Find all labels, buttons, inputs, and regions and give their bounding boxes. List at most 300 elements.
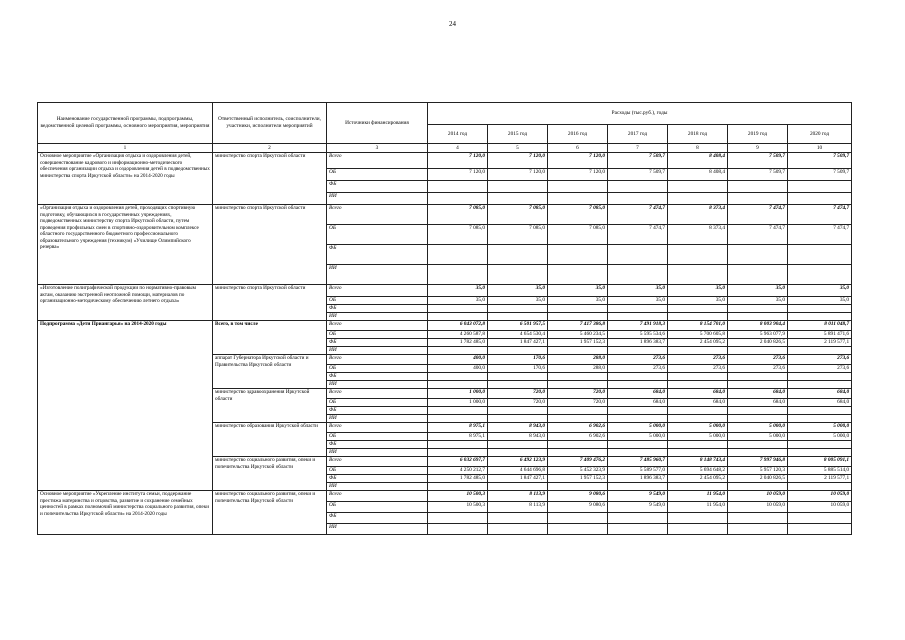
amount-cell: [668, 347, 728, 355]
activity-name-cell: Подпрограмма «Дети Приангарья» на 2014-2020 годы: [38, 321, 213, 491]
amount-cell: [728, 513, 788, 524]
amount-cell: 4 260 587,8: [428, 331, 488, 339]
amount-cell: 8 113,9: [488, 491, 548, 502]
amount-cell: 684,0: [608, 389, 668, 399]
amount-cell: [668, 381, 728, 389]
amount-cell: 720,0: [548, 389, 608, 399]
amount-cell: 7 085,0: [428, 205, 488, 225]
amount-cell: [548, 313, 608, 321]
header-year: 2019 год: [728, 125, 788, 144]
amount-cell: [608, 381, 668, 389]
amount-cell: 2 040 826,5: [728, 339, 788, 347]
executor-cell: министерство здравоохранения Иркутской области: [213, 389, 327, 423]
amount-cell: 5 694 648,2: [668, 467, 728, 475]
amount-cell: [488, 305, 548, 313]
column-number: 9: [728, 144, 788, 153]
amount-cell: 6 501 957,5: [488, 321, 548, 331]
funding-source-cell: ОБ: [327, 433, 428, 441]
funding-source-cell: ИИ: [327, 313, 428, 321]
amount-cell: 8 113,9: [488, 502, 548, 513]
amount-cell: 7 085,0: [548, 225, 608, 245]
amount-cell: 5 000,0: [728, 433, 788, 441]
amount-cell: 1 847 427,1: [488, 339, 548, 347]
funding-source-cell: Всего: [327, 285, 428, 297]
amount-cell: 7 509,7: [788, 169, 852, 181]
amount-cell: [728, 193, 788, 205]
amount-cell: 6 032 697,7: [428, 457, 488, 467]
amount-cell: [428, 193, 488, 205]
funding-source-cell: ФБ: [327, 513, 428, 524]
amount-cell: 10 059,0: [728, 502, 788, 513]
amount-cell: 10 500,3: [428, 491, 488, 502]
header-executor: Ответственный исполнитель, соисполнители, участники, исполнители мероприятий: [213, 103, 327, 144]
funding-source-cell: Всего: [327, 321, 428, 331]
amount-cell: 7 485 960,7: [608, 457, 668, 467]
funding-source-cell: ФБ: [327, 373, 428, 381]
amount-cell: 5 891 471,6: [788, 331, 852, 339]
funding-source-cell: ФБ: [327, 245, 428, 265]
amount-cell: 8 148 743,4: [668, 457, 728, 467]
amount-cell: [728, 347, 788, 355]
header-year: 2015 год: [488, 125, 548, 144]
amount-cell: 170,6: [488, 365, 548, 373]
amount-cell: [608, 449, 668, 457]
amount-cell: [428, 373, 488, 381]
funding-source-cell: ОБ: [327, 399, 428, 407]
amount-cell: 7 120,0: [428, 153, 488, 169]
amount-cell: 35,0: [428, 285, 488, 297]
amount-cell: [788, 193, 852, 205]
amount-cell: 10 059,0: [728, 491, 788, 502]
executor-cell: министерство спорта Иркутской области: [213, 153, 327, 205]
amount-cell: 2 119 577,1: [788, 475, 852, 483]
table-row: [38, 321, 852, 331]
financing-table: [37, 102, 852, 535]
amount-cell: [608, 513, 668, 524]
amount-cell: [728, 265, 788, 285]
table-row: [38, 491, 852, 502]
amount-cell: 8 373,4: [668, 205, 728, 225]
amount-cell: 273,6: [608, 355, 668, 365]
amount-cell: [608, 373, 668, 381]
amount-cell: 720,0: [548, 399, 608, 407]
amount-cell: 7 085,0: [488, 225, 548, 245]
amount-cell: 8 943,0: [488, 423, 548, 433]
amount-cell: 7 085,0: [548, 205, 608, 225]
amount-cell: 10 500,3: [428, 502, 488, 513]
amount-cell: [668, 483, 728, 491]
amount-cell: 1 896 383,7: [608, 475, 668, 483]
amount-cell: [728, 449, 788, 457]
funding-source-cell: ИИ: [327, 347, 428, 355]
amount-cell: [608, 415, 668, 423]
amount-cell: 8 408,4: [668, 169, 728, 181]
amount-cell: [548, 265, 608, 285]
amount-cell: 2 454 095,2: [668, 339, 728, 347]
amount-cell: 7 491 918,3: [608, 321, 668, 331]
amount-cell: 2 040 826,5: [728, 475, 788, 483]
amount-cell: [668, 441, 728, 449]
amount-cell: [668, 513, 728, 524]
amount-cell: 6 043 072,8: [428, 321, 488, 331]
amount-cell: [788, 407, 852, 415]
amount-cell: [488, 441, 548, 449]
header-year: 2020 год: [788, 125, 852, 144]
amount-cell: [608, 305, 668, 313]
amount-cell: 5 000,0: [788, 433, 852, 441]
column-number: 4: [428, 144, 488, 153]
amount-cell: 35,0: [668, 297, 728, 305]
amount-cell: [788, 347, 852, 355]
amount-cell: 5 460 234,5: [548, 331, 608, 339]
amount-cell: [668, 373, 728, 381]
funding-source-cell: ФБ: [327, 441, 428, 449]
amount-cell: 1 000,0: [428, 399, 488, 407]
amount-cell: 400,0: [428, 365, 488, 373]
amount-cell: 1 000,0: [428, 389, 488, 399]
amount-cell: [488, 313, 548, 321]
amount-cell: 273,6: [788, 365, 852, 373]
amount-cell: 1 896 383,7: [608, 339, 668, 347]
amount-cell: 9 080,6: [548, 502, 608, 513]
column-number: 7: [608, 144, 668, 153]
executor-cell: министерство спорта Иркутской области: [213, 205, 327, 285]
funding-source-cell: Всего: [327, 491, 428, 502]
amount-cell: 5 885 514,0: [788, 467, 852, 475]
amount-cell: 35,0: [728, 285, 788, 297]
amount-cell: [488, 415, 548, 423]
amount-cell: 7 474,7: [788, 205, 852, 225]
amount-cell: [608, 245, 668, 265]
amount-cell: 288,0: [548, 355, 608, 365]
executor-cell: Всего, в том числе: [213, 321, 327, 355]
amount-cell: [428, 415, 488, 423]
amount-cell: 7 509,7: [728, 153, 788, 169]
amount-cell: [728, 373, 788, 381]
funding-source-cell: ИИ: [327, 193, 428, 205]
executor-cell: министерство образования Иркутской области: [213, 423, 327, 457]
amount-cell: 7 997 946,8: [728, 457, 788, 467]
amount-cell: 7 417 386,8: [548, 321, 608, 331]
funding-source-cell: ФБ: [327, 305, 428, 313]
amount-cell: 8 011 048,7: [788, 321, 852, 331]
amount-cell: [668, 181, 728, 193]
amount-cell: [788, 381, 852, 389]
amount-cell: 7 120,0: [548, 153, 608, 169]
amount-cell: 6 902,6: [548, 423, 608, 433]
header-year: 2017 год: [608, 125, 668, 144]
amount-cell: [668, 305, 728, 313]
amount-cell: [668, 407, 728, 415]
amount-cell: [548, 193, 608, 205]
amount-cell: [668, 449, 728, 457]
amount-cell: [788, 513, 852, 524]
header-expenses: Расходы (тыс.руб.), годы: [428, 103, 852, 125]
amount-cell: [608, 524, 668, 535]
amount-cell: 8 408,4: [668, 153, 728, 169]
amount-cell: [428, 181, 488, 193]
amount-cell: [728, 181, 788, 193]
amount-cell: [608, 313, 668, 321]
funding-source-cell: ИИ: [327, 524, 428, 535]
amount-cell: 5 000,0: [608, 423, 668, 433]
amount-cell: 2 119 577,1: [788, 339, 852, 347]
amount-cell: [428, 524, 488, 535]
amount-cell: 1 782 485,0: [428, 475, 488, 483]
funding-source-cell: ОБ: [327, 365, 428, 373]
funding-source-cell: ФБ: [327, 339, 428, 347]
amount-cell: 7 509,7: [608, 153, 668, 169]
funding-source-cell: ИИ: [327, 483, 428, 491]
amount-cell: 7 120,0: [428, 169, 488, 181]
amount-cell: [548, 407, 608, 415]
amount-cell: [608, 347, 668, 355]
amount-cell: [608, 181, 668, 193]
amount-cell: 4 654 530,4: [488, 331, 548, 339]
amount-cell: [728, 415, 788, 423]
funding-source-cell: Всего: [327, 423, 428, 433]
table-row: [38, 285, 852, 297]
amount-cell: 8 373,4: [668, 225, 728, 245]
amount-cell: 273,6: [668, 355, 728, 365]
amount-cell: 4 644 696,8: [488, 467, 548, 475]
amount-cell: 9 549,0: [608, 491, 668, 502]
activity-name-cell: «Организация отдыха и оздоровления детей, проходящих спортивную подготовку, обучающихся в государственных учреждениях, подведомственных министерству спорта Иркутской области, путем проведения профильных смен в спортивно-оздоровительном комплексе областного государственного бюджетного профессионального образовательного учреждения (техникум) «Училище Олимпийского резерва»: [38, 205, 213, 285]
table-row: [38, 205, 852, 225]
amount-cell: 9 080,6: [548, 491, 608, 502]
amount-cell: 7 474,7: [728, 225, 788, 245]
amount-cell: [488, 449, 548, 457]
executor-cell: министерство социального развития, опеки и попечительства Иркутской области: [213, 457, 327, 491]
activity-name-cell: Основное мероприятие «Организация отдыха и оздоровления детей, совершенствование кадрового и информационно-методического обеспечения организации отдыха и оздоровления детей в подведомственных министерства спорта Иркутской области» на 2014-2020 годы: [38, 153, 213, 205]
amount-cell: 11 954,0: [668, 502, 728, 513]
amount-cell: [488, 181, 548, 193]
funding-source-cell: ОБ: [327, 467, 428, 475]
amount-cell: 684,0: [788, 389, 852, 399]
amount-cell: 684,0: [788, 399, 852, 407]
amount-cell: 2 454 095,2: [668, 475, 728, 483]
header-name: Наименование государственной программы, подпрограммы, ведомственной целевой программы, основного мероприятия, мероприятия: [38, 103, 213, 144]
amount-cell: 5 000,0: [728, 423, 788, 433]
executor-cell: аппарат Губернатора Иркутской области и Правительства Иркутской области: [213, 355, 327, 389]
amount-cell: [428, 313, 488, 321]
amount-cell: [548, 415, 608, 423]
column-number: 8: [668, 144, 728, 153]
amount-cell: 273,6: [608, 365, 668, 373]
amount-cell: [428, 381, 488, 389]
amount-cell: 5 957 120,3: [728, 467, 788, 475]
amount-cell: 35,0: [788, 297, 852, 305]
amount-cell: [548, 347, 608, 355]
amount-cell: [488, 347, 548, 355]
amount-cell: 10 059,0: [788, 491, 852, 502]
funding-source-cell: ИИ: [327, 415, 428, 423]
amount-cell: [548, 483, 608, 491]
amount-cell: [788, 415, 852, 423]
amount-cell: 35,0: [548, 297, 608, 305]
activity-name-cell: «Изготовление полиграфической продукции по нормативно-правовым актам, оказанию экстренной неотложной помощи, материалов по организационно-методическому обеспечению летнего отдыха»: [38, 285, 213, 321]
funding-source-cell: ФБ: [327, 407, 428, 415]
amount-cell: [428, 483, 488, 491]
amount-cell: [788, 441, 852, 449]
amount-cell: 1 957 152,3: [548, 339, 608, 347]
funding-source-cell: ФБ: [327, 475, 428, 483]
amount-cell: [608, 483, 668, 491]
amount-cell: [728, 441, 788, 449]
amount-cell: 7 120,0: [488, 169, 548, 181]
amount-cell: [668, 265, 728, 285]
amount-cell: 9 549,0: [608, 502, 668, 513]
column-number: 6: [548, 144, 608, 153]
column-number: 10: [788, 144, 852, 153]
amount-cell: [548, 373, 608, 381]
executor-cell: министерство социального развития, опеки и попечительства Иркутской области: [213, 491, 327, 535]
amount-cell: [788, 181, 852, 193]
amount-cell: 7 509,7: [608, 169, 668, 181]
header-source: Источники финансирования: [327, 103, 428, 144]
amount-cell: [548, 524, 608, 535]
funding-source-cell: ИИ: [327, 449, 428, 457]
amount-cell: 5 000,0: [788, 423, 852, 433]
amount-cell: [668, 313, 728, 321]
amount-cell: 35,0: [728, 297, 788, 305]
amount-cell: 35,0: [668, 285, 728, 297]
amount-cell: 7 085,0: [488, 205, 548, 225]
amount-cell: 35,0: [608, 297, 668, 305]
funding-source-cell: ФБ: [327, 181, 428, 193]
amount-cell: 273,6: [728, 355, 788, 365]
amount-cell: 684,0: [728, 389, 788, 399]
amount-cell: 684,0: [668, 389, 728, 399]
amount-cell: 7 474,7: [608, 205, 668, 225]
amount-cell: 720,0: [488, 389, 548, 399]
amount-cell: [728, 313, 788, 321]
amount-cell: [788, 449, 852, 457]
amount-cell: 4 250 212,7: [428, 467, 488, 475]
amount-cell: [668, 524, 728, 535]
column-number: 5: [488, 144, 548, 153]
amount-cell: [728, 245, 788, 265]
amount-cell: 8 005 091,1: [788, 457, 852, 467]
amount-cell: [488, 193, 548, 205]
amount-cell: 8 003 904,4: [728, 321, 788, 331]
amount-cell: [668, 245, 728, 265]
header-year: 2016 год: [548, 125, 608, 144]
funding-source-cell: Всего: [327, 205, 428, 225]
amount-cell: 720,0: [488, 399, 548, 407]
amount-cell: 35,0: [428, 297, 488, 305]
funding-source-cell: ОБ: [327, 502, 428, 513]
amount-cell: 8 943,0: [488, 433, 548, 441]
amount-cell: [608, 265, 668, 285]
amount-cell: [608, 193, 668, 205]
amount-cell: 684,0: [608, 399, 668, 407]
amount-cell: [728, 524, 788, 535]
amount-cell: 273,6: [668, 365, 728, 373]
funding-source-cell: ОБ: [327, 297, 428, 305]
amount-cell: [608, 407, 668, 415]
amount-cell: [488, 265, 548, 285]
amount-cell: [548, 381, 608, 389]
amount-cell: 8 975,1: [428, 433, 488, 441]
table-body: [38, 153, 852, 535]
amount-cell: [728, 483, 788, 491]
amount-cell: 35,0: [548, 285, 608, 297]
amount-cell: 5 595 534,6: [608, 331, 668, 339]
amount-cell: 11 954,0: [668, 491, 728, 502]
amount-cell: 7 085,0: [428, 225, 488, 245]
amount-cell: [788, 313, 852, 321]
amount-cell: 35,0: [788, 285, 852, 297]
funding-source-cell: ОБ: [327, 169, 428, 181]
amount-cell: 5 000,0: [668, 433, 728, 441]
column-number: 3: [327, 144, 428, 153]
amount-cell: 5 452 323,9: [548, 467, 608, 475]
amount-cell: [488, 373, 548, 381]
amount-cell: 6 902,6: [548, 433, 608, 441]
amount-cell: 684,0: [668, 399, 728, 407]
amount-cell: [668, 415, 728, 423]
amount-cell: 684,0: [728, 399, 788, 407]
amount-cell: 6 492 123,9: [488, 457, 548, 467]
amount-cell: [668, 193, 728, 205]
amount-cell: [548, 449, 608, 457]
amount-cell: [548, 181, 608, 193]
amount-cell: 5 963 077,9: [728, 331, 788, 339]
amount-cell: [428, 407, 488, 415]
activity-name-cell: Основное мероприятие «Укрепление института семьи, поддержание престижа материнства и отцовства, развитие и сохранение семейных ценностей в рамках полномочий министерства социального развития, опеки и попечительства Иркутской области» на 2014-2020 годы: [38, 491, 213, 535]
amount-cell: 7 120,0: [548, 169, 608, 181]
amount-cell: [548, 441, 608, 449]
amount-cell: 5 589 577,0: [608, 467, 668, 475]
page-number: 24: [449, 20, 456, 28]
table-row: [38, 153, 852, 169]
amount-cell: 1 957 152,3: [548, 475, 608, 483]
amount-cell: [788, 483, 852, 491]
funding-source-cell: Всего: [327, 457, 428, 467]
amount-cell: 170,6: [488, 355, 548, 365]
amount-cell: [488, 245, 548, 265]
amount-cell: [788, 245, 852, 265]
amount-cell: 7 509,7: [788, 153, 852, 169]
amount-cell: [728, 305, 788, 313]
amount-cell: 8 154 701,0: [668, 321, 728, 331]
executor-cell: министерство спорта Иркутской области: [213, 285, 327, 321]
funding-source-cell: ИИ: [327, 265, 428, 285]
amount-cell: 5 700 605,8: [668, 331, 728, 339]
amount-cell: 5 000,0: [608, 433, 668, 441]
header-year: 2018 год: [668, 125, 728, 144]
amount-cell: [548, 305, 608, 313]
amount-cell: [488, 407, 548, 415]
amount-cell: [788, 305, 852, 313]
amount-cell: [428, 441, 488, 449]
amount-cell: [788, 265, 852, 285]
funding-source-cell: ИИ: [327, 381, 428, 389]
amount-cell: 35,0: [488, 285, 548, 297]
amount-cell: 1 847 427,1: [488, 475, 548, 483]
amount-cell: [488, 483, 548, 491]
amount-cell: 1 782 485,0: [428, 339, 488, 347]
amount-cell: 7 409 476,2: [548, 457, 608, 467]
amount-cell: [728, 407, 788, 415]
amount-cell: 7 474,7: [608, 225, 668, 245]
amount-cell: 10 059,0: [788, 502, 852, 513]
amount-cell: [428, 265, 488, 285]
amount-cell: [428, 245, 488, 265]
amount-cell: [488, 513, 548, 524]
amount-cell: [788, 524, 852, 535]
